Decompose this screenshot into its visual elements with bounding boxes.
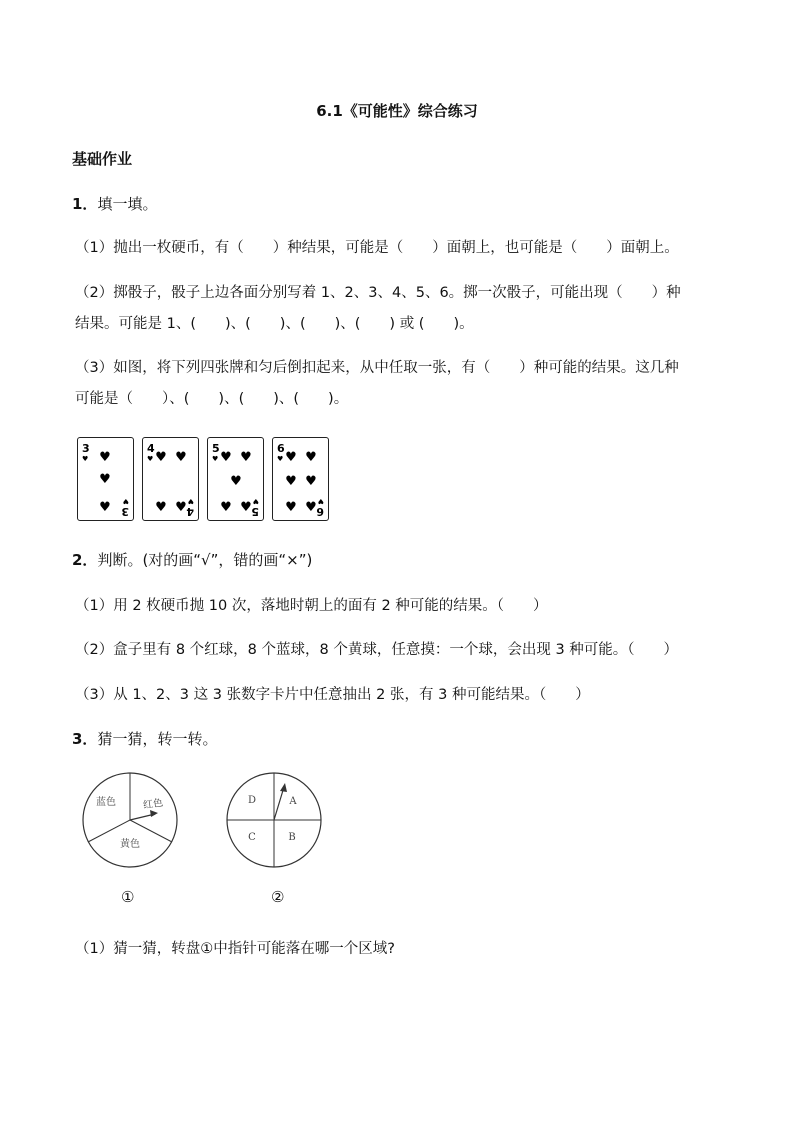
svg-text:♥: ♥ bbox=[230, 474, 242, 489]
q1-line-5: 可能是（ ）、( )、( )、( )。 bbox=[75, 391, 349, 407]
svg-text:♥: ♥ bbox=[187, 497, 194, 505]
q3-sub-question-1: （1）猜一猜，转盘①中指针可能落在哪一个区域? bbox=[75, 941, 395, 957]
svg-text:♥: ♥ bbox=[305, 474, 317, 489]
svg-text:♥: ♥ bbox=[277, 455, 284, 463]
q1-line-2: （2）掷骰子，骰子上边各面分别写着 1、2、3、4、5、6。掷一次骰子，可能出现（ ）种 bbox=[75, 285, 681, 301]
spinner-2 bbox=[224, 770, 324, 870]
svg-text:♥: ♥ bbox=[317, 497, 324, 505]
svg-text:♥: ♥ bbox=[155, 500, 167, 515]
spinner-1-label-yellow: 黄色 bbox=[120, 839, 140, 850]
svg-text:♥: ♥ bbox=[212, 455, 219, 463]
spinner-1 bbox=[80, 770, 180, 870]
svg-text:4: 4 bbox=[147, 442, 155, 455]
card-6-face bbox=[273, 438, 328, 520]
svg-text:♥: ♥ bbox=[155, 450, 167, 465]
svg-text:4: 4 bbox=[186, 505, 194, 518]
question-1-heading bbox=[72, 193, 157, 214]
spinner-2-caption: ② bbox=[271, 888, 285, 906]
card-4-face bbox=[143, 438, 198, 520]
spinner-1-label-blue: 蓝色 bbox=[96, 797, 116, 808]
svg-text:♥: ♥ bbox=[82, 455, 89, 463]
question-3-title: 猜一猜，转一转。 bbox=[97, 730, 218, 748]
playing-card-6 bbox=[272, 437, 329, 521]
svg-text:♥: ♥ bbox=[285, 450, 297, 465]
svg-text:5: 5 bbox=[251, 505, 259, 518]
svg-text:♥: ♥ bbox=[99, 450, 111, 465]
svg-text:♥: ♥ bbox=[285, 474, 297, 489]
svg-text:♥: ♥ bbox=[122, 497, 129, 505]
svg-text:6: 6 bbox=[277, 442, 285, 455]
playing-card-3 bbox=[77, 437, 134, 521]
svg-text:♥: ♥ bbox=[305, 500, 317, 515]
q1-line-3: 结果。可能是 1、( )、( )、( )、( ) 或 ( )。 bbox=[75, 316, 474, 332]
question-1-number: 1． bbox=[72, 195, 98, 213]
q2-line-2: （2）盒子里有 8 个红球，8 个蓝球，8 个黄球，任意摸：一个球，会出现 3 种可能。（ ） bbox=[75, 642, 679, 658]
svg-text:♥: ♥ bbox=[220, 500, 232, 515]
q2-line-3: （3）从 1、2、3 这 3 张数字卡片中任意抽出 2 张，有 3 种可能结果。（ ） bbox=[75, 687, 590, 703]
svg-text:3: 3 bbox=[121, 505, 129, 518]
q2-line-1: （1）用 2 枚硬币抛 10 次，落地时朝上的面有 2 种可能的结果。（ ） bbox=[75, 598, 548, 614]
svg-text:♥: ♥ bbox=[99, 500, 111, 515]
svg-text:♥: ♥ bbox=[240, 450, 252, 465]
svg-text:♥: ♥ bbox=[175, 500, 187, 515]
section-heading: 基础作业 bbox=[72, 150, 133, 168]
spinner-1-label-red: 红色 bbox=[142, 797, 164, 812]
question-3-number: 3． bbox=[72, 730, 98, 748]
card-3-face bbox=[78, 438, 133, 520]
question-3-heading bbox=[72, 728, 217, 749]
svg-text:5: 5 bbox=[212, 442, 220, 455]
spinner-1-caption: ① bbox=[121, 888, 135, 906]
question-2-number: 2． bbox=[72, 551, 98, 569]
spinner-2-label-d: D bbox=[247, 795, 257, 806]
page-title: 6.1《可能性》综合练习 bbox=[316, 102, 478, 120]
playing-card-5 bbox=[207, 437, 264, 521]
q1-line-1: （1）抛出一枚硬币，有（ ）种结果，可能是（ ）面朝上，也可能是（ ）面朝上。 bbox=[75, 240, 679, 256]
svg-text:♥: ♥ bbox=[147, 455, 154, 463]
svg-text:6: 6 bbox=[316, 505, 324, 518]
playing-card-4 bbox=[142, 437, 199, 521]
question-2-title: 判断。(对的画“√”，错的画“×”) bbox=[97, 551, 313, 569]
question-2-heading bbox=[72, 549, 312, 570]
q1-line-4: （3）如图，将下列四张牌和匀后倒扣起来，从中任取一张，有（ ）种可能的结果。这几种 bbox=[75, 360, 679, 376]
svg-text:♥: ♥ bbox=[252, 497, 259, 505]
svg-text:3: 3 bbox=[82, 442, 90, 455]
spinner-2-label-a: A bbox=[289, 796, 297, 807]
svg-text:♥: ♥ bbox=[220, 450, 232, 465]
svg-text:♥: ♥ bbox=[99, 472, 111, 487]
svg-text:♥: ♥ bbox=[305, 450, 317, 465]
svg-text:♥: ♥ bbox=[175, 450, 187, 465]
spinner-2-label-c: C bbox=[248, 832, 256, 843]
card-5-face bbox=[208, 438, 263, 520]
svg-text:♥: ♥ bbox=[240, 500, 252, 515]
spinner-2-label-b: B bbox=[288, 832, 296, 843]
question-1-title: 填一填。 bbox=[97, 195, 158, 213]
svg-text:♥: ♥ bbox=[285, 500, 297, 515]
